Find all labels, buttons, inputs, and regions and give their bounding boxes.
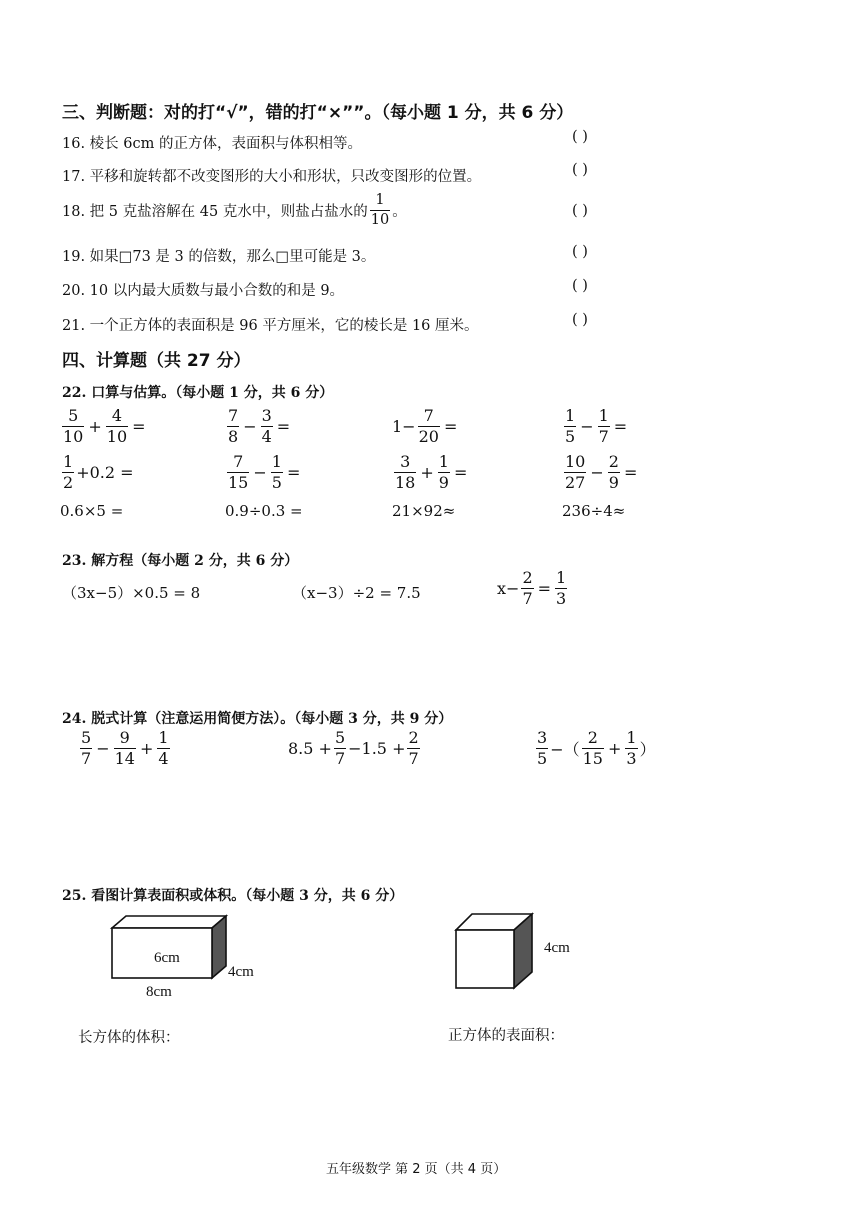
judge-item-16: 16. 棱长 6cm 的正方体，表面积与体积相等。 [62, 136, 362, 152]
fraction: $\frac{3}{5}$ [537, 728, 548, 768]
fraction: $\frac{7}{8}$ [228, 406, 239, 446]
q22-r1-c3: 1− $\frac{7}{20}$ = [392, 406, 458, 446]
cube-edge-label: 4cm [544, 940, 570, 956]
fraction: $\frac{7}{15}$ [228, 452, 249, 492]
fraction: $\frac{1}{2}$ [63, 452, 74, 492]
q24-problem-1: $\frac{5}{7}$ − $\frac{9}{14}$ + $\frac{1}{4}$ [81, 728, 169, 768]
fraction: $\frac{10}{27}$ [565, 452, 586, 492]
q23-title: 23. 解方程（每小题 2 分，共 6 分） [62, 553, 299, 569]
q22-title: 22. 口算与估算。（每小题 1 分，共 6 分） [62, 385, 334, 401]
q23-equation-2: （x−3）÷2 = 7.5 [292, 584, 421, 602]
q22-r3-c4: 236÷4≈ [562, 502, 626, 520]
page-footer: 五年级数学 第 2 页（共 4 页） [326, 1162, 507, 1177]
fraction: $\frac{9}{14}$ [114, 728, 135, 768]
cube-front-face [456, 930, 514, 988]
cube-area-label: 正方体的表面积： [448, 1028, 564, 1044]
q24-problem-2: 8.5 + $\frac{5}{7}$ −1.5 + $\frac{2}{7}$ [288, 728, 419, 768]
fraction: $\frac{1}{4}$ [158, 728, 169, 768]
fraction: $\frac{5}{7}$ [334, 728, 346, 768]
q22-r1-c1: $\frac{5}{10}$ + $\frac{4}{10}$ = [63, 406, 146, 446]
fraction: $\frac{4}{10}$ [106, 406, 128, 446]
fraction: $\frac{5}{10}$ [63, 406, 84, 446]
fraction: $\frac{1}{3}$ [626, 728, 637, 768]
section3-title: 三、判断题：对的打“√”，错的打“×””。（每小题 1 分，共 6 分） [62, 103, 574, 123]
judge-item-17: 17. 平移和旋转都不改变图形的大小和形状，只改变图形的位置。 [62, 169, 482, 185]
cuboid-figure [100, 912, 280, 1002]
cuboid-height-label: 6cm [154, 950, 180, 966]
q22-r1-c4: $\frac{1}{5}$ − $\frac{1}{7}$ = [565, 406, 628, 446]
q22-r3-c1: 0.6×5 = [60, 502, 124, 520]
cuboid-side-face [212, 916, 226, 978]
fraction: $\frac{5}{7}$ [81, 728, 92, 768]
cube-figure [450, 908, 590, 998]
section4-title: 四、计算题（共 27 分） [62, 351, 251, 371]
q22-r2-c3: $\frac{3}{18}$ + $\frac{1}{9}$ = [395, 452, 468, 492]
cuboid-top-face [112, 916, 226, 928]
fraction: $\frac{1}{5}$ [565, 406, 576, 446]
judge-item-20: 20. 10 以内最大质数与最小合数的和是 9。 [62, 283, 345, 299]
q22-r1-c2: $\frac{7}{8}$ − $\frac{3}{4}$ = [228, 406, 291, 446]
fraction: $\frac{3}{18}$ [395, 452, 416, 492]
cuboid-depth-label: 4cm [228, 964, 254, 980]
fraction: $\frac{1}{3}$ [556, 568, 567, 608]
cuboid-volume-label: 长方体的体积： [78, 1030, 180, 1046]
q22-r2-c1: $\frac{1}{2}$ +0.2 = [63, 452, 134, 492]
q22-r2-c2: $\frac{7}{15}$ − $\frac{1}{5}$ = [228, 452, 301, 492]
fraction: $\frac{2}{9}$ [608, 452, 619, 492]
answer-paren-20[interactable]: ( ) [572, 278, 588, 294]
q22-r2-c4: $\frac{10}{27}$ − $\frac{2}{9}$ = [565, 452, 638, 492]
q23-equation-1: （3x−5）×0.5 = 8 [62, 584, 201, 602]
judge-item-21: 21. 一个正方体的表面积是 96 平方厘米，它的棱长是 16 厘米。 [62, 318, 479, 334]
judge-item-18: 18. 把 5 克盐溶解在 45 克水中，则盐占盐水的 $\frac{1}{10}$ 。 [62, 192, 407, 228]
fraction: $\frac{1}{5}$ [271, 452, 282, 492]
fraction: $\frac{2}{7}$ [408, 728, 419, 768]
judge-item-18-text: 18. 把 5 克盐溶解在 45 克水中，则盐占盐水的 [62, 203, 368, 220]
fraction: $\frac{1}{7}$ [598, 406, 609, 446]
q22-r3-c3: 21×92≈ [392, 502, 456, 520]
judge-item-19: 19. 如果□73 是 3 的倍数，那么□里可能是 3。 [62, 249, 376, 265]
answer-paren-19[interactable]: ( ) [572, 244, 588, 260]
q25-title: 25. 看图计算表面积或体积。（每小题 3 分，共 6 分） [62, 888, 404, 904]
answer-paren-17[interactable]: ( ) [572, 162, 588, 178]
answer-paren-18[interactable]: ( ) [572, 203, 588, 219]
fraction: $\frac{1}{9}$ [438, 452, 449, 492]
q23-equation-3: x− $\frac{2}{7}$ = $\frac{1}{3}$ [497, 568, 567, 608]
fraction: $\frac{7}{20}$ [418, 406, 439, 446]
cuboid-length-label: 8cm [146, 984, 172, 1000]
q22-r3-c2: 0.9÷0.3 = [225, 502, 303, 520]
fraction: $\frac{2}{7}$ [522, 568, 533, 608]
q24-problem-3: $\frac{3}{5}$ −（ $\frac{2}{15}$ + $\frac{1}{3}$ ） [537, 728, 656, 768]
fraction: $\frac{2}{15}$ [582, 728, 603, 768]
answer-paren-21[interactable]: ( ) [572, 312, 588, 328]
fraction: $\frac{3}{4}$ [261, 406, 272, 446]
q24-title: 24. 脱式计算（注意运用简便方法）。（每小题 3 分，共 9 分） [62, 711, 453, 727]
fraction: $\frac{1}{10}$ [370, 192, 390, 228]
answer-paren-16[interactable]: ( ) [572, 129, 588, 145]
